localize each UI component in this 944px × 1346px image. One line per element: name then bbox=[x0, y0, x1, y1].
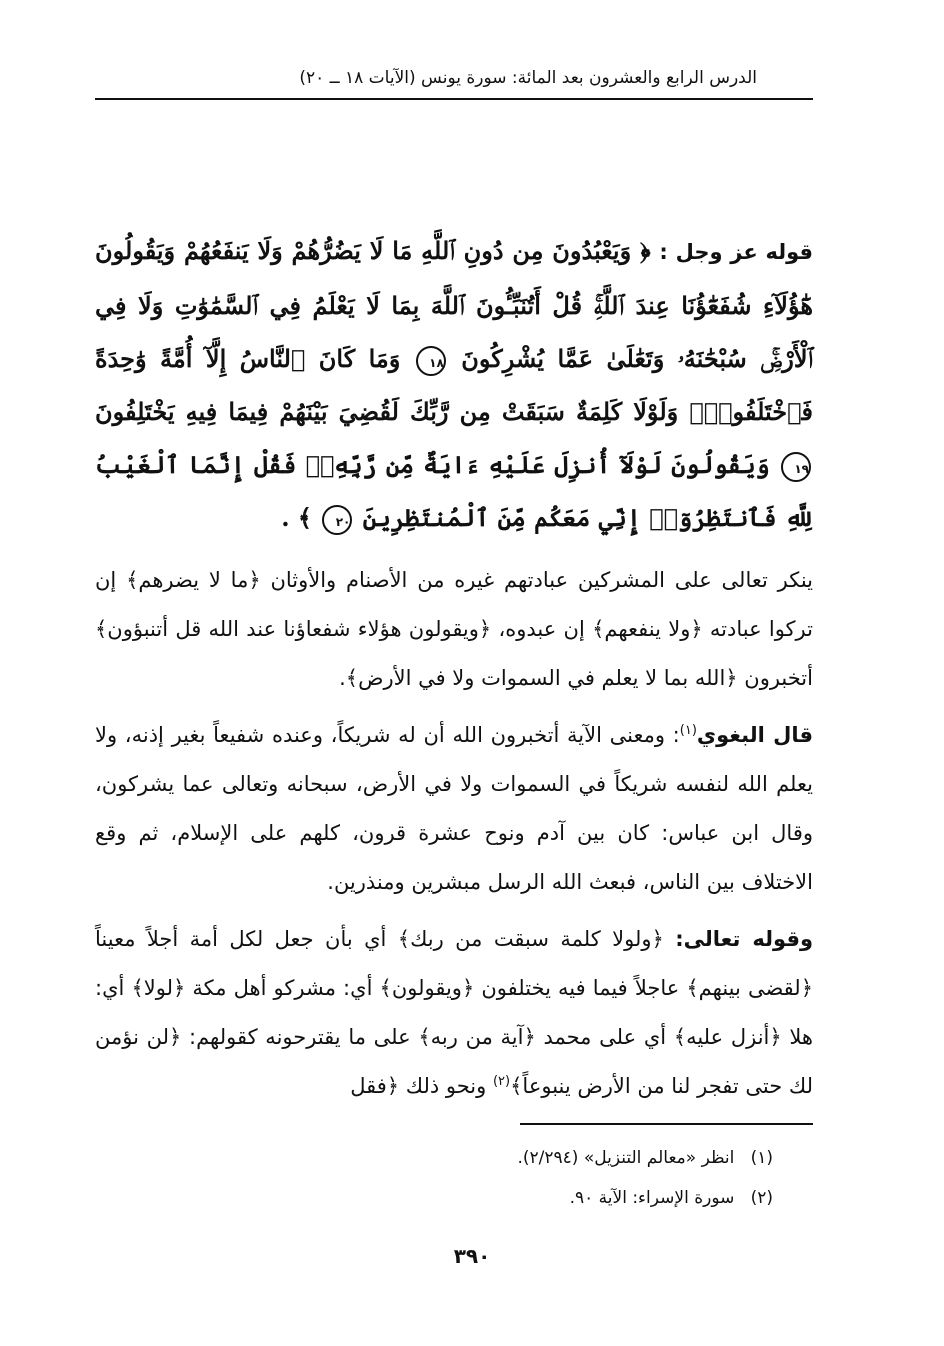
footnote-ref-2: (٢) bbox=[492, 1074, 511, 1089]
verse-intro: قوله عز وجل : bbox=[659, 240, 813, 264]
footnote-text: انظر «معالم التنزيل» (٢/٢٩٤). bbox=[517, 1148, 735, 1168]
verse-number-marker: ١٨ bbox=[416, 346, 446, 376]
footnote-item bbox=[95, 1138, 813, 1178]
footnote-divider bbox=[520, 1123, 813, 1125]
quran-verse-block bbox=[95, 224, 813, 544]
paragraph-3 bbox=[95, 915, 813, 1111]
paragraph-1: ينكر تعالى على المشركين عبادتهم غيره من الأصنام والأوثان ﴿ما لا يضرهم﴾ إن تركوا عبادته ﴿ولا ينفعهم﴾ إن عبدوه، ﴿ويقولون هؤلاء شفعاؤنا عند الله قل أتنبؤون﴾ أتخبرون ﴿الله بما لا يعلم في السموات ولا في الأرض﴾. bbox=[95, 568, 813, 690]
paragraph-2-text: : ومعنى الآية أتخبرون الله أن له شريكاً، وعنده شفيعاً بغير إذنه، ولا يعلم الله لنفسه شريكاً في السموات ولا في الأرض، سبحانه وتعالى عما يشركون، وقال ابن عباس: كان بين آدم ونوح عشرة قرون، كلهم على الإسلام، ثم وقع الاختلاف بين الناس، فبعث الله الرسل مبشرين ومنذرين. bbox=[95, 723, 813, 894]
verse-18-text: ﴿ وَيَعْبُدُونَ مِن دُونِ ٱللَّهِ مَا لَا يَضُرُّهُمْ وَلَا يَنفَعُهُمْ وَيَقُولُونَ هَٰٓؤُلَآءِ شُفَعَٰٓؤُنَا عِندَ ٱللَّهِۚ قُلْ أَتُنَبِّـُٔونَ ٱللَّهَ بِمَا لَا يَعْلَمُ فِي ٱلسَّمَٰوَٰتِ وَلَا فِي ٱلْأَرْضِۚ سُبْحَٰنَهُۥ وَتَعَٰلَىٰ عَمَّا يُشْرِكُونَ bbox=[95, 236, 813, 373]
footnote-ref-1: (١) bbox=[679, 723, 697, 738]
paragraph-2-lead: قال البغوي bbox=[696, 723, 813, 747]
footnote-number: (٢) bbox=[750, 1188, 773, 1208]
paragraph-3-continued: ونحو ذلك ﴿فقل bbox=[350, 1074, 493, 1098]
main-content bbox=[95, 224, 813, 1119]
verse-number-marker: ٢٠ bbox=[322, 505, 352, 535]
footnote-number: (١) bbox=[750, 1148, 773, 1168]
verse-number-marker: ١٩ bbox=[781, 452, 811, 482]
running-header bbox=[95, 66, 813, 100]
footnotes bbox=[95, 1138, 813, 1218]
verse-19-text: وَمَا كَانَ ٱلنَّاسُ إِلَّآ أُمَّةً وَٰحِدَةً فَٱخْتَلَفُوا۟ۚ وَلَوْلَا كَلِمَةٌ سَبَقَتْ مِن رَّبِّكَ لَقُضِيَ بَيْنَهُمْ فِيمَا فِيهِ يَخْتَلِفُونَ bbox=[95, 344, 813, 426]
verse-close: ﴾ . bbox=[281, 503, 312, 532]
footnote-item bbox=[95, 1178, 813, 1218]
paragraph-2 bbox=[95, 711, 813, 907]
footnote-text: سورة الإسراء: الآية ٩٠. bbox=[569, 1188, 735, 1208]
page-number: ٣٩٠ bbox=[453, 1244, 491, 1268]
paragraph-3-lead: وقوله تعالى: bbox=[675, 927, 813, 951]
running-title: الدرس الرابع والعشرون بعد المائة: سورة يونس (الآيات ١٨ ــ ٢٠) bbox=[299, 68, 757, 88]
paragraph-3-text: ﴿ولولا كلمة سبقت من ربك﴾ أي بأن جعل لكل أمة أجلاً معيناً ﴿لقضى بينهم﴾ عاجلاً فيما فيه يختلفون ﴿ويقولون﴾ أي: مشركو أهل مكة ﴿لولا﴾ أي: هلا ﴿أنزل عليه﴾ أي على محمد ﴿آية من ربه﴾ على ما يقترحونه كقولهم: ﴿لن نؤمن لك حتى تفجر لنا من الأرض ينبوعاً﴾ bbox=[95, 927, 813, 1098]
verse-20-text: وَيَقُولُونَ لَوْلَآ أُنزِلَ عَلَيْهِ ءَايَةٌ مِّن رَّبِّهِۦۖ فَقُلْ إِنَّمَا ٱلْغَيْبُ لِلَّهِ فَٱنتَظِرُوٓا۟ إِنِّي مَعَكُم مِّنَ ٱلْمُنتَظِرِينَ bbox=[95, 450, 813, 532]
